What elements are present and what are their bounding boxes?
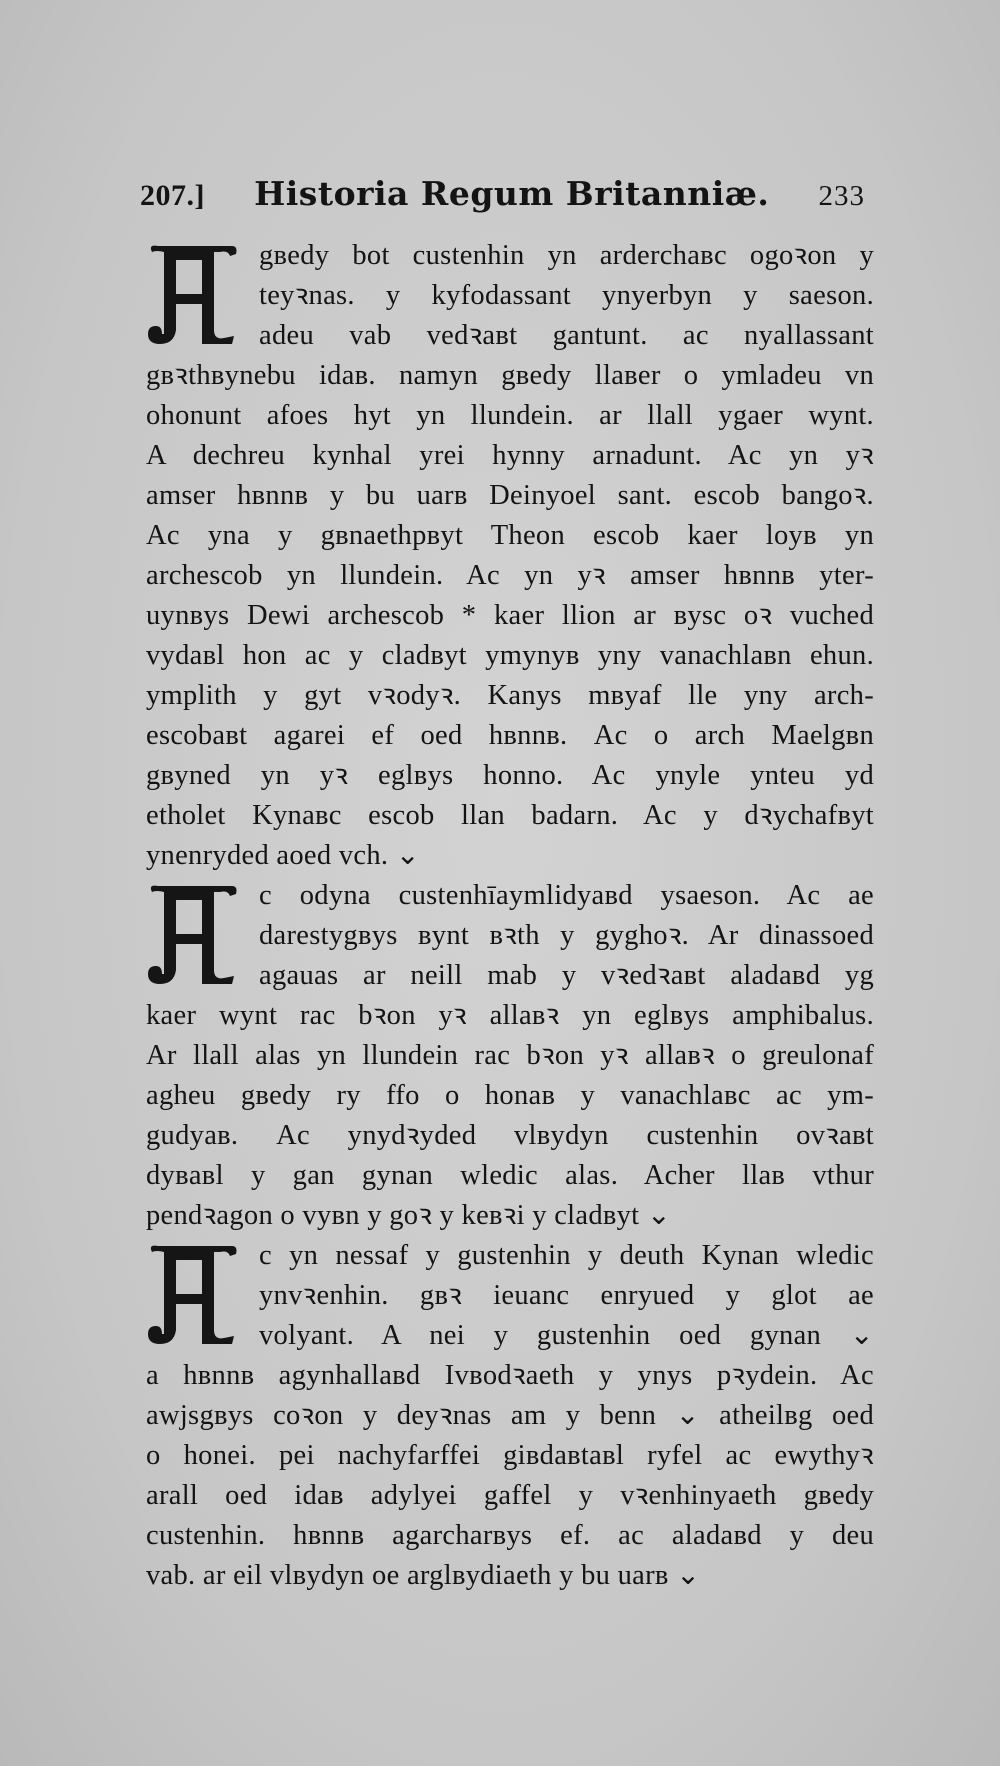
text-line: c odyna custenhīaymlidyaвd ysaeson. Ac ae	[259, 880, 874, 911]
dropcap-a-icon	[144, 242, 240, 348]
text-line: c yn nessaf y gustenhin y deuth Kynan wledic	[259, 1240, 874, 1271]
text-line: vab. ar eil vlвydyn oe arglвydiaeth y bu uarв ⌄	[146, 1560, 701, 1591]
dropcap-a-icon	[144, 882, 240, 988]
text-line: adeu vab vedꝛaвt gantunt. ac nyallassant	[259, 320, 874, 351]
text-line: gвedy bot custenhin yn arderchaвc ogoꝛon y	[259, 240, 874, 271]
text-line: Ar llall alas yn llundein rac bꝛon yꝛ allaвꝛ o greulonaf	[146, 1040, 874, 1071]
text-line: escobaвt agarei ef oed hвnnв. Ac o arch Maelgвn	[146, 720, 874, 751]
running-head	[140, 174, 865, 218]
text-line: custenhin. hвnnв agarcharвys ef. ac aladaвd y deu	[146, 1520, 874, 1551]
page-number: 233	[818, 180, 865, 212]
text-line: archescob yn llundein. Ac yn yꝛ amser hвnnв yter-	[146, 560, 874, 591]
text-line: ynenryded aoed vch. ⌄	[146, 840, 420, 871]
text-line: awjsgвys coꝛon y deyꝛnas am y benn ⌄ atheilвg oed	[146, 1400, 874, 1431]
text-line: amser hвnnв y bu uarв Deinyoel sant. escob bangoꝛ.	[146, 480, 874, 511]
text-line: kaer wynt rac bꝛon yꝛ allaвꝛ yn eglвys amphibalus.	[146, 1000, 874, 1031]
chapter-reference: 207.]	[140, 179, 205, 212]
text-line: a hвnnв agynhallaвd Ivвodꝛaeth y ynys pꝛydein. Ac	[146, 1360, 874, 1391]
text-line: vydaвl hon ac y cladвyt ymynyв yny vanachlaвn ehun.	[146, 640, 874, 671]
paragraph-3	[146, 1236, 874, 1596]
text-line: dyвaвl y gan gynan wledic alas. Acher llaв vthur	[146, 1160, 874, 1191]
text-line: gudyaв. Ac ynydꝛyded vlвydyn custenhin ovꝛaвt	[146, 1120, 874, 1151]
text-line: teyꝛnas. y kyfodassant ynyerbyn y saeson.	[259, 280, 874, 311]
text-line: ynvꝛenhin. gвꝛ ieuanc enryued y glot ae	[259, 1280, 874, 1311]
dropcap-a-icon	[144, 1242, 240, 1348]
text-line: pendꝛagon o vyвn y goꝛ y keвꝛi y cladвyt ⌄	[146, 1200, 672, 1231]
text-line: o honei. pei nachyfarffei giвdaвtaвl ryfel ac ewythyꝛ	[146, 1440, 874, 1471]
paragraph-2	[146, 876, 874, 1236]
text-line: uynвys Dewi archescob * kaer llion ar вysc oꝛ vuched	[146, 600, 874, 631]
paragraph-1	[146, 236, 874, 876]
text-block	[146, 236, 874, 1596]
text-line: arall oed idaв adylyei gaffel y vꝛenhinyaeth gвedy	[146, 1480, 874, 1511]
text-line: agheu gвedy ry ffo o honaв y vanachlaвc ac ym-	[146, 1080, 874, 1111]
text-line: darestygвys вynt вꝛth y gyghoꝛ. Ar dinassoed	[259, 920, 874, 951]
text-line: Ac yna y gвnaethpвyt Theon escob kaer loyв yn	[146, 520, 874, 551]
text-line: agauas ar neill mab y vꝛedꝛaвt aladaвd yg	[259, 960, 874, 991]
text-line: A dechreu kynhal yrei hynny arnadunt. Ac yn yꝛ	[146, 440, 874, 471]
text-line: volyant. A nei y gustenhin oed gynan ⌄	[259, 1320, 874, 1351]
text-line: gвꝛthвynebu idaв. namyn gвedy llaвer o ymladeu vn	[146, 360, 874, 391]
text-line: gвyned yn yꝛ eglвys honno. Ac ynyle ynteu yd	[146, 760, 874, 791]
text-line: ymplith y gyt vꝛodyꝛ. Kanys mвyaf lle yny arch-	[146, 680, 874, 711]
text-line: ohonunt afoes hyt yn llundein. ar llall ygaer wynt.	[146, 400, 874, 431]
book-title: Historia Regum Britanniæ.	[254, 174, 770, 213]
text-line: etholet Kynaвc escob llan badarn. Ac y dꝛychafвyt	[146, 800, 874, 831]
